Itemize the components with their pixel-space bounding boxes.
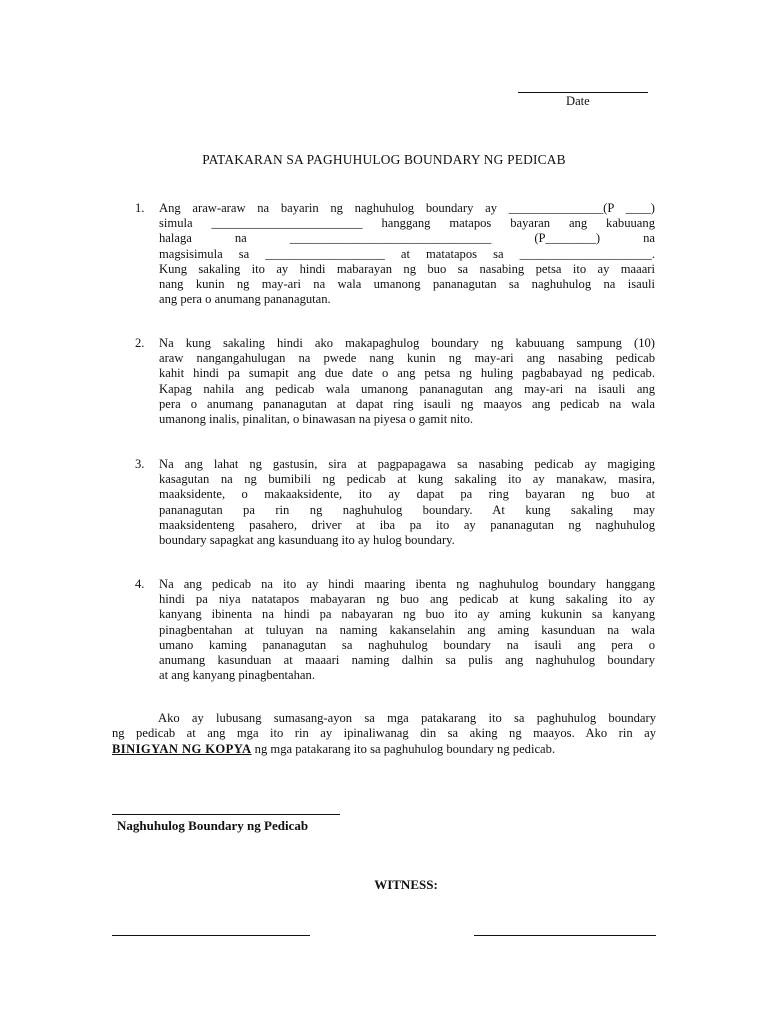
item-text [159,457,655,548]
item-line: at ang kanyang pinagbentahan. [159,668,315,683]
date-signature-line [518,92,648,93]
item-line: Kapag nahila ang pedicab wala umanong pananagutan ang may-ari na isauli ang [159,381,655,396]
item-line: magsisimula sa ___________________ at matatapos sa _____________________. [159,246,655,261]
item-line: maaksidenteng pasahero, driver at iba pa ito ay pananagutan ng naghuhulog [159,517,655,532]
item-line: hindi pa niya natatapos mabayaran ng buo ang pedicab at kung sakaling ito ay [159,592,655,607]
item-text [159,577,655,683]
closing-line-rest: ng mga patakarang ito sa paghuhulog boundary ng pedicab. [251,741,556,756]
closing-line: Ako ay lubusang sumasang-ayon sa mga patakarang ito sa paghuhulog boundary [158,711,656,725]
copy-received-emphasis: BINIGYAN NG KOPYA [112,741,252,756]
borrower-signature-line [112,814,340,815]
item-line: umano kaming pananagutan sa naghuhulog boundary na isauli ang pera o [159,637,655,652]
closing-paragraph [112,711,656,757]
witness-signature-line-left [112,935,310,936]
item-text [159,336,655,427]
item-number: 3. [135,457,145,471]
item-line: maaksidente, o makaaksidente, ito ay dapat pa ring bayaran ng buo at [159,487,655,502]
witness-signature-line-right [474,935,656,936]
item-line: Kung sakaling ito ay hindi mabarayan ng buo sa nasabing petsa ito ay maaari [159,261,655,276]
closing-line: ng pedicab at ang mga ito rin ay ipinaliwanag din sa aking ng maayos. Ako rin ay [112,726,656,741]
item-line: Na kung sakaling hindi ako makapaghulog boundary ng kabuuang sampung (10) [159,336,655,350]
item-line: Na ang lahat ng gastusin, sira at pagpapagawa sa nasabing pedicab ay magiging [159,457,655,471]
item-line: kanyang ibinenta na hindi pa nabayaran ng buo ito ay aming kukunin sa kanyang [159,607,655,622]
item-line: umanong inalis, pinalitan, o binawasan na piyesa o gamit nito. [159,412,474,427]
item-line: ang pera o anumang pananagutan. [159,292,331,307]
date-label: Date [566,94,590,108]
item-line: kasagutan na ng bumibili ng pedicab at kung sakaling ito ay manakaw, masira, [159,472,655,487]
item-text [159,201,655,307]
closing-line [112,742,656,757]
item-line: pinagbentahan at tuluyan na naming kakanselahin ang aming kasunduan na wala [159,622,655,637]
item-line: araw nangangahulugan na pwede nang kunin ng may-ari ang nasabing pedicab [159,351,655,366]
item-line: kahit hindi pa sumapit ang due date o ang petsa ng huling pagbabayad ng pedicab. [159,366,655,381]
item-line: Ang araw-araw na bayarin ng naghuhulog boundary ay _______________(P ____) [159,201,655,215]
item-line: nang kunin ng may-ari na wala umanong pananagutan sa naghuhulog na isauli [159,277,655,292]
item-number: 1. [135,201,145,215]
item-number: 2. [135,336,145,350]
item-line: anumang kasunduan at maaari naming dalhin sa pulis ang naghuhulog boundary [159,653,655,668]
item-number: 4. [135,577,145,591]
item-line: simula ________________________ hanggang matapos bayaran ang kabuuang [159,216,655,231]
borrower-signature-label: Naghuhulog Boundary ng Pedicab [117,818,309,833]
item-line: Na ang pedicab na ito ay hindi maaring ibenta ng naghuhulog boundary hanggang [159,577,655,591]
item-line: halaga na ________________________________ (P________) na [159,231,655,246]
item-line: pananagutan pa rin ng naghuhulog boundary. At kung sakaling may [159,502,655,517]
item-line: boundary sapagkat ang kasunduang ito ay hulog boundary. [159,533,455,548]
witness-label: WITNESS: [374,877,438,892]
document-title: PATAKARAN SA PAGHUHULOG BOUNDARY NG PEDICAB [202,152,566,167]
item-line: pera o anumang pananagutan at dapat ring isauli ng maayos ang pedicab na wala [159,396,655,411]
